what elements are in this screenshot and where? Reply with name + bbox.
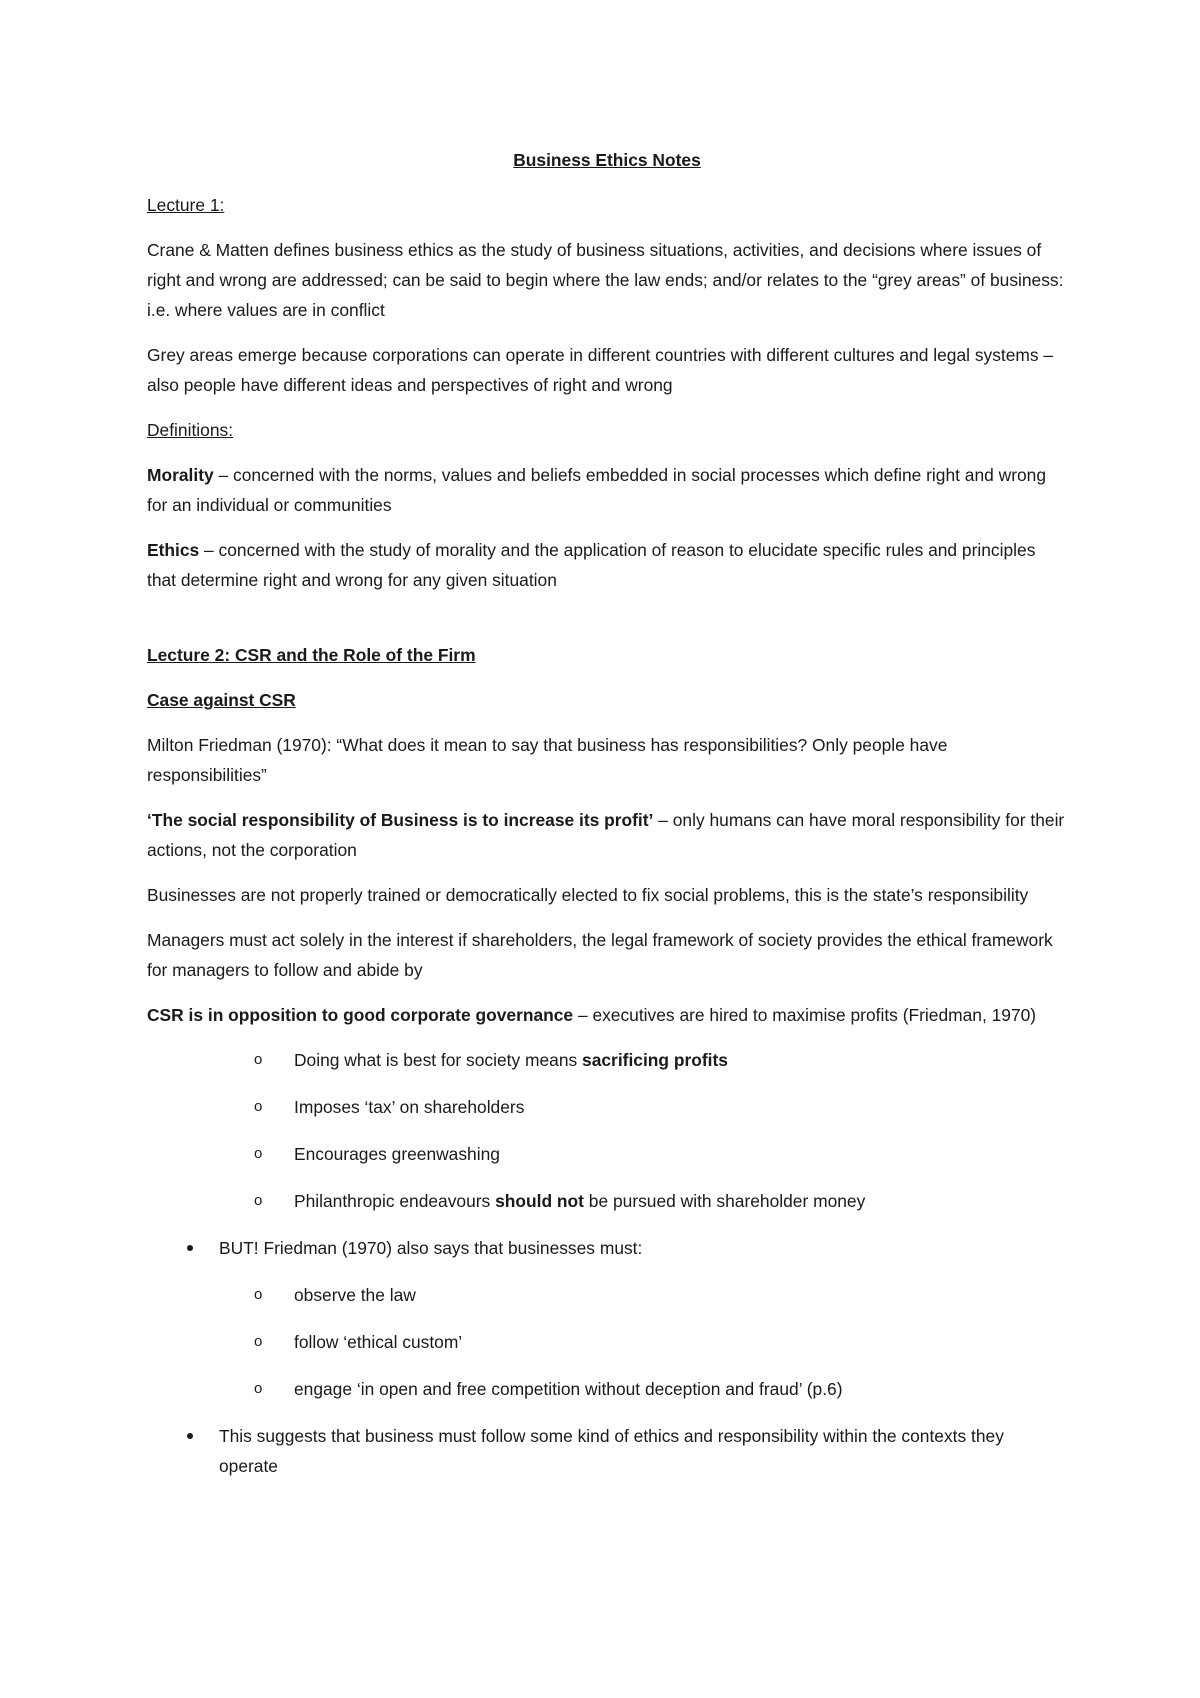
- friedman-quote: Milton Friedman (1970): “What does it mean to say that business has responsibilities? Only people have responsibilities”: [147, 735, 948, 785]
- circle-bullet-icon: o: [254, 1286, 263, 1303]
- list-item-bold: should not: [495, 1191, 584, 1211]
- ethics-definition: [147, 535, 1067, 595]
- friedman-bullet-list: [147, 1233, 1067, 1263]
- lecture-1-paragraph-definition: Crane & Matten defines business ethics as the study of business situations, activities, and decisions where issues of right and wrong are addressed; can be said to begin where the law ends; and/or relates to the “grey areas” of business: i.e. where values are in conflict: [147, 240, 1064, 320]
- list-item-bold: sacrificing profits: [582, 1050, 728, 1070]
- lecture-1-paragraph-grey-areas: Grey areas emerge because corporations can operate in different countries with different cultures and legal systems – also people have different ideas and perspectives of right and wrong: [147, 345, 1054, 395]
- list-item: [147, 1327, 1067, 1357]
- case-against-csr-heading: Case against CSR: [147, 690, 296, 710]
- list-item: [147, 1139, 1067, 1169]
- list-item: [147, 1186, 1067, 1216]
- list-item-text: Philanthropic endeavours: [294, 1191, 496, 1211]
- document-body: [147, 145, 1067, 1498]
- list-item: [147, 1374, 1067, 1404]
- circle-bullet-icon: o: [254, 1098, 263, 1115]
- circle-bullet-icon: o: [254, 1380, 263, 1397]
- businesses-must-list: [147, 1280, 1067, 1404]
- list-item-text: Imposes ‘tax’ on shareholders: [294, 1097, 525, 1117]
- csr-arguments-list: [147, 1045, 1067, 1216]
- csr-governance-text: – executives are hired to maximise profits (Friedman, 1970): [573, 1005, 1037, 1025]
- list-item: [147, 1280, 1067, 1310]
- list-item: [147, 1092, 1067, 1122]
- not-trained-paragraph: Businesses are not properly trained or democratically elected to fix social problems, this is the state’s responsibility: [147, 885, 1029, 905]
- bullet-dot-icon: [187, 1433, 193, 1439]
- list-item: [147, 1421, 1067, 1481]
- list-item-text: be pursued with shareholder money: [583, 1191, 866, 1211]
- lecture-2-heading: Lecture 2: CSR and the Role of the Firm: [147, 645, 476, 665]
- csr-governance-bold: CSR is in opposition to good corporate governance: [147, 1005, 574, 1025]
- suggests-bullet-text: This suggests that business must follow some kind of ethics and responsibility within the contexts they operate: [219, 1426, 1004, 1476]
- circle-bullet-icon: o: [254, 1192, 263, 1209]
- social-responsibility-quote: ‘The social responsibility of Business is to increase its profit’: [147, 810, 654, 830]
- managers-paragraph: Managers must act solely in the interest if shareholders, the legal framework of society provides the ethical framework for managers to follow and abide by: [147, 930, 1053, 980]
- list-item: [147, 1233, 1067, 1263]
- conclusion-bullet-list: [147, 1421, 1067, 1481]
- but-bullet-text: BUT! Friedman (1970) also says that businesses must:: [219, 1238, 643, 1258]
- social-responsibility-paragraph: [147, 805, 1067, 865]
- list-item-text: observe the law: [294, 1285, 416, 1305]
- document-title: Business Ethics Notes: [513, 150, 701, 170]
- lecture-1-heading: Lecture 1:: [147, 195, 225, 215]
- circle-bullet-icon: o: [254, 1051, 263, 1068]
- ethics-term: Ethics: [147, 540, 200, 560]
- list-item: [147, 1045, 1067, 1075]
- morality-definition: [147, 460, 1067, 520]
- list-item-text: Doing what is best for society means: [294, 1050, 583, 1070]
- circle-bullet-icon: o: [254, 1145, 263, 1162]
- bullet-dot-icon: [187, 1245, 193, 1251]
- morality-text: – concerned with the norms, values and beliefs embedded in social processes which define right and wrong for an individual or communities: [147, 465, 1047, 515]
- list-item-text: engage ‘in open and free competition without deception and fraud’ (p.6): [294, 1379, 843, 1399]
- list-item-text: Encourages greenwashing: [294, 1144, 500, 1164]
- list-item-text: follow ‘ethical custom’: [294, 1332, 463, 1352]
- morality-term: Morality: [147, 465, 214, 485]
- social-responsibility-text: – only humans can have moral responsibility for their actions, not the corporation: [147, 810, 1065, 860]
- ethics-text: – concerned with the study of morality and the application of reason to elucidate specific rules and principles that determine right and wrong for any given situation: [147, 540, 1036, 590]
- section-spacer: [147, 610, 1067, 640]
- definitions-heading: Definitions:: [147, 420, 234, 440]
- csr-governance-paragraph: [147, 1000, 1067, 1030]
- circle-bullet-icon: o: [254, 1333, 263, 1350]
